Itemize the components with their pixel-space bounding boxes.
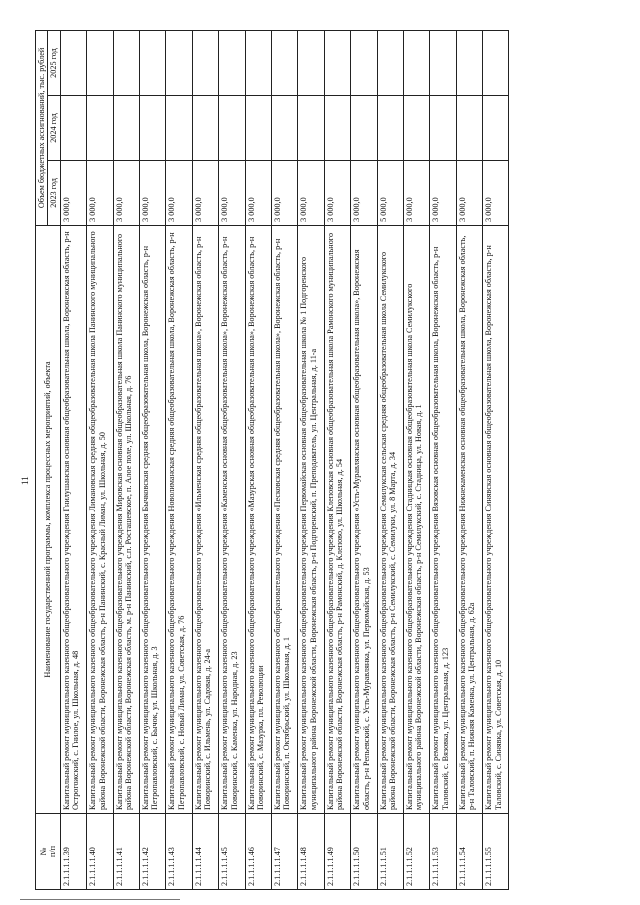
row-number: 2.1.1.1.1.54 — [456, 814, 482, 890]
row-value-2023: 3 000,0 — [351, 160, 377, 225]
row-value-2024 — [113, 96, 139, 161]
row-value-2025 — [324, 31, 350, 96]
table-row — [271, 31, 297, 890]
row-value-2023: 3 000,0 — [271, 160, 297, 225]
row-value-2025 — [351, 31, 377, 96]
header-num-sign: № — [38, 847, 48, 856]
row-value-2023: 3 000,0 — [113, 160, 139, 225]
row-value-2024 — [60, 96, 86, 161]
row-value-2023: 3 000,0 — [166, 160, 192, 225]
row-value-2024 — [351, 96, 377, 161]
row-number: 2.1.1.1.1.48 — [298, 814, 324, 890]
row-value-2023: 3 000,0 — [403, 160, 429, 225]
row-number: 2.1.1.1.1.39 — [60, 814, 86, 890]
row-value-2023: 3 000,0 — [324, 160, 350, 225]
row-value-2025 — [403, 31, 429, 96]
row-value-2024 — [87, 96, 113, 161]
row-value-2023: 3 000,0 — [456, 160, 482, 225]
row-number: 2.1.1.1.1.45 — [219, 814, 245, 890]
row-value-2024 — [271, 96, 297, 161]
table-header — [36, 31, 61, 890]
header-num — [36, 814, 61, 890]
table-row — [166, 31, 192, 890]
row-number: 2.1.1.1.1.42 — [140, 814, 166, 890]
row-object-name: Капитальный ремонт муниципального казенного общеобразовательного учреждения Клеповская основная общеобразовательная школа Рамонского муниципального района Воронежской области, Воронежская область, р-н Рамонский, д. Клепово, ул. Школьная, д. 54 — [324, 225, 350, 813]
row-number: 2.1.1.1.1.44 — [192, 814, 218, 890]
header-year-2025: 2025 год — [48, 31, 60, 96]
row-value-2023: 3 000,0 — [60, 160, 86, 225]
table-row — [245, 31, 271, 890]
row-value-2025 — [271, 31, 297, 96]
row-object-name: Капитальный ремонт муниципального казенного общеобразовательного учреждения Новолиманская средняя общеобразовательная школа, Воронежская область, р-н Петропавловский, с. Новый Лиман, ул. Советская, д. 76 — [166, 225, 192, 813]
row-value-2024 — [430, 96, 456, 161]
table-row — [324, 31, 350, 890]
header-name: Наименование государственной программы, комплекса процессных мероприятий, объекта — [36, 225, 61, 813]
row-value-2025 — [430, 31, 456, 96]
divider-line — [20, 899, 180, 900]
budget-table — [35, 30, 509, 890]
row-value-2025 — [113, 31, 139, 96]
row-object-name: Капитальный ремонт муниципального казенного общеобразовательного учреждения «Мазурская основная общеобразовательная школа», Воронежская область, р-н Поворинский, с. Мазурка, пл. Революции — [245, 225, 271, 813]
row-value-2025 — [60, 31, 86, 96]
row-value-2023: 3 000,0 — [140, 160, 166, 225]
table-row — [113, 31, 139, 890]
row-value-2024 — [298, 96, 324, 161]
row-value-2025 — [219, 31, 245, 96]
row-object-name: Капитальный ремонт муниципального казенного общеобразовательного учреждения «Усть-Муравлянская основная общеобразовательная школа», Воронежская область, р-н Репьевский, с. Усть-Муравлянка, ул. Первомайская, д. 53 — [351, 225, 377, 813]
header-year-2023: 2023 год — [48, 160, 60, 225]
row-number: 2.1.1.1.1.40 — [87, 814, 113, 890]
row-value-2025 — [140, 31, 166, 96]
table-row — [140, 31, 166, 890]
row-object-name: Капитальный ремонт муниципального казенного общеобразовательного учреждения Лимановская средняя общеобразовательная школа Панинского муниципального района Воронежской области, Воронежская область, р-н Панинский, с. Красный Лиман, ул. Школьная, д. 50 — [87, 225, 113, 813]
row-number: 2.1.1.1.1.53 — [430, 814, 456, 890]
table-row — [456, 31, 482, 890]
table-row — [219, 31, 245, 890]
row-value-2024 — [140, 96, 166, 161]
row-value-2024 — [483, 96, 509, 161]
table-row — [483, 31, 509, 890]
header-budget: Объем бюджетных ассигнований, тыс. рублей — [36, 31, 48, 226]
table-row — [351, 31, 377, 890]
row-object-name: Капитальный ремонт муниципального казенного общеобразовательного учреждения «Каменская основная общеобразовательная школа», Воронежская область, р-н Поворинский, с. Каменка, ул. Народная, д. 23 — [219, 225, 245, 813]
row-value-2025 — [192, 31, 218, 96]
row-value-2024 — [192, 96, 218, 161]
row-number: 2.1.1.1.1.50 — [351, 814, 377, 890]
row-number: 2.1.1.1.1.47 — [271, 814, 297, 890]
table-row — [192, 31, 218, 890]
row-number: 2.1.1.1.1.52 — [403, 814, 429, 890]
row-value-2025 — [166, 31, 192, 96]
row-number: 2.1.1.1.1.55 — [483, 814, 509, 890]
row-object-name: Капитальный ремонт муниципального казенного общеобразовательного учреждения Стадницкая основная общеобразовательная школа Семилукского муниципального района Воронежской области, Воронежская область, р-н Семилукский, с. Стадница, ул. Новая, д. 1 — [403, 225, 429, 813]
rotated-document-page — [20, 30, 615, 890]
row-value-2023: 3 000,0 — [483, 160, 509, 225]
row-object-name: Капитальный ремонт муниципального казенного общеобразовательного учреждения Семилукская сельская средняя общеобразовательная школа Семилукского района Воронежской области, Воронежская область, р-н Семилукский, с. Семилуки, ул. 8 Марта, д. 34 — [377, 225, 403, 813]
row-value-2023: 3 000,0 — [192, 160, 218, 225]
row-value-2024 — [166, 96, 192, 161]
row-value-2025 — [245, 31, 271, 96]
row-value-2025 — [377, 31, 403, 96]
row-value-2024 — [456, 96, 482, 161]
row-value-2024 — [403, 96, 429, 161]
row-value-2024 — [245, 96, 271, 161]
row-value-2025 — [298, 31, 324, 96]
row-value-2023: 3 000,0 — [219, 160, 245, 225]
row-value-2025 — [483, 31, 509, 96]
row-object-name: Капитальный ремонт муниципального казенного общеобразовательного учреждения Гнилушанская основная общеобразовательная школа, Воронежская область, р-н Острогожский, с. Гнилое, ул. Школьная, д. 48 — [60, 225, 86, 813]
row-number: 2.1.1.1.1.49 — [324, 814, 350, 890]
table-row — [298, 31, 324, 890]
table-row — [403, 31, 429, 890]
row-value-2024 — [324, 96, 350, 161]
row-object-name: Капитальный ремонт муниципального казенного общеобразовательного учреждения «Ильменская средняя общеобразовательная школа», Воронежская область, р-н Поворинский, с. Ильмень, ул. Садовая, д. 24-а — [192, 225, 218, 813]
table-row — [87, 31, 113, 890]
table-row — [60, 31, 86, 890]
row-value-2023: 5 000,0 — [377, 160, 403, 225]
row-object-name: Капитальный ремонт муниципального казенного общеобразовательного учреждения Мировская основная общеобразовательная школа Панинского муниципального района Воронежской области, Воронежская область, м. р-н Панинский, с.п. Росташевское, п. Алое поле, ул. Школьная, д. 76 — [113, 225, 139, 813]
row-value-2023: 3 000,0 — [87, 160, 113, 225]
row-number: 2.1.1.1.1.43 — [166, 814, 192, 890]
row-object-name: Капитальный ремонт муниципального казенного общеобразовательного учреждения Бычковская средняя общеобразовательная школа, Воронежская область, р-н Петропавловский, с. Бычок, ул. Школьная, д. 3 — [140, 225, 166, 813]
row-value-2024 — [377, 96, 403, 161]
row-value-2023: 3 000,0 — [430, 160, 456, 225]
row-value-2025 — [87, 31, 113, 96]
row-value-2023: 3 000,0 — [245, 160, 271, 225]
header-year-2024: 2024 год — [48, 96, 60, 161]
row-object-name: Капитальный ремонт муниципального казенного общеобразовательного учреждения Первомайская основная общеобразовательная школа № 1 Подгоренского муниципального района Воронежской области, Воронежская область, р-н Подгоренский, п. Преподаватель, ул. Центральная, д. 11-а — [298, 225, 324, 813]
page-number: 11 — [20, 476, 30, 485]
row-value-2024 — [219, 96, 245, 161]
row-object-name: Капитальный ремонт муниципального казенного общеобразовательного учреждения «Песковская средняя общеобразовательная школа», Воронежская область, р-н Поворинский, п. Октябрьский, ул. Школьная, д. 1 — [271, 225, 297, 813]
header-num-sub: п/п — [47, 846, 57, 858]
row-number: 2.1.1.1.1.51 — [377, 814, 403, 890]
row-object-name: Капитальный ремонт муниципального казенного общеобразовательного учреждения Нижнекаменская основная общеобразовательная школа, Воронежская область, р-н Таловский, п. Нижняя Каменка, ул. Центральная, д. 62а — [456, 225, 482, 813]
row-value-2023: 3 000,0 — [298, 160, 324, 225]
table-row — [377, 31, 403, 890]
table-body — [60, 31, 509, 890]
row-value-2025 — [456, 31, 482, 96]
row-object-name: Капитальный ремонт муниципального казенного общеобразовательного учреждения Вязовская основная общеобразовательная школа, Воронежская область, р-н Таловский, с. Вязовка, ул. Центральная, д. 123 — [430, 225, 456, 813]
row-object-name: Капитальный ремонт муниципального казенного общеобразовательного учреждения Синявская основная общеобразовательная школа, Воронежская область, р-н Таловский, с. Синявка, ул. Советская, д. 10 — [483, 225, 509, 813]
row-number: 2.1.1.1.1.46 — [245, 814, 271, 890]
row-number: 2.1.1.1.1.41 — [113, 814, 139, 890]
table-row — [430, 31, 456, 890]
